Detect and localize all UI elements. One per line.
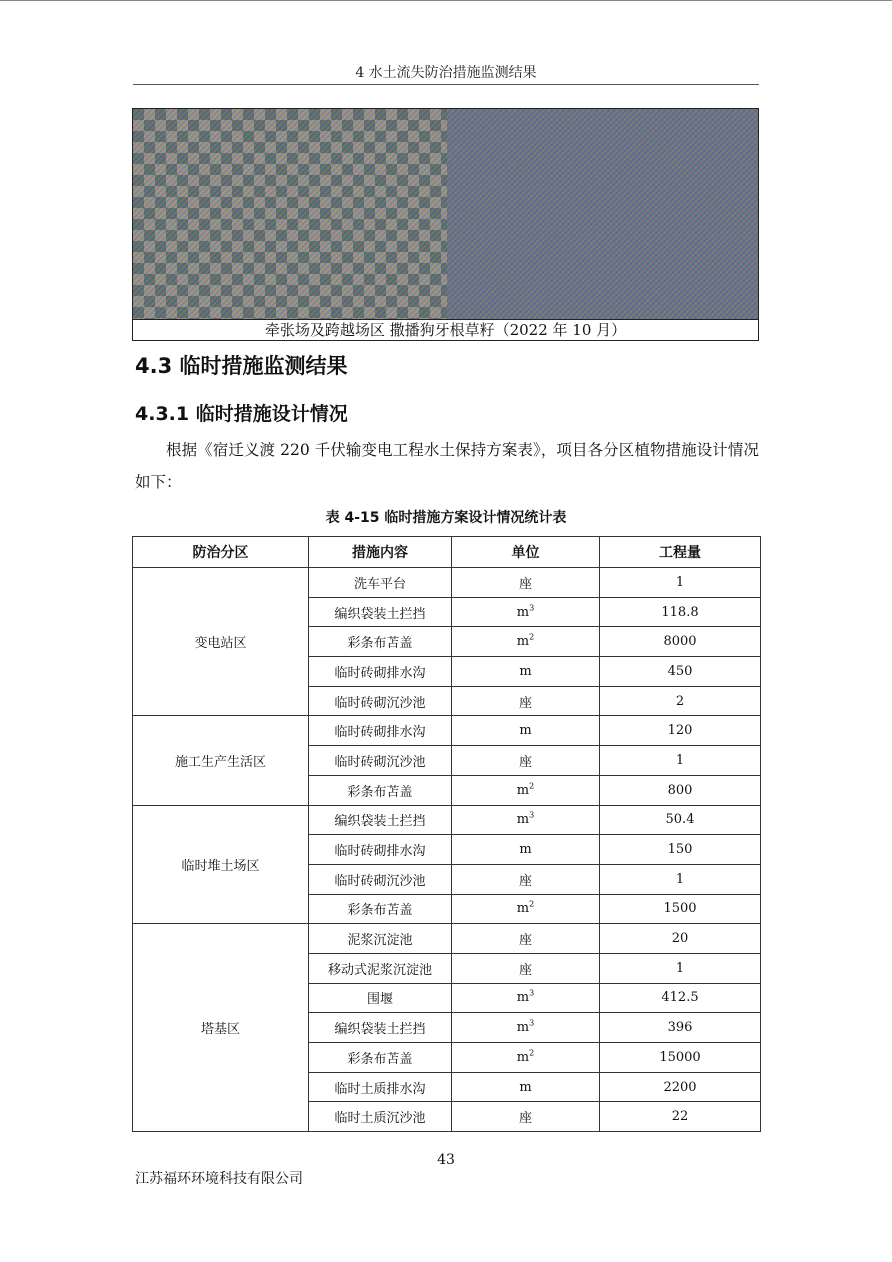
- unit-text: 座: [518, 1111, 532, 1127]
- quantity-cell: 50.4: [600, 805, 761, 835]
- unit-cell: [452, 805, 600, 835]
- unit-cell: [452, 568, 600, 598]
- measure-cell: 彩条布苫盖: [309, 627, 452, 657]
- unit-text: 座: [518, 873, 532, 889]
- header-rule: [133, 84, 759, 85]
- unit-exponent: 3: [529, 1018, 535, 1028]
- zone-cell: 施工生产生活区: [133, 716, 309, 805]
- zone-cell: 变电站区: [133, 568, 309, 716]
- measure-cell: 彩条布苫盖: [309, 894, 452, 924]
- unit-cell: [452, 1013, 600, 1043]
- quantity-cell: 1: [600, 953, 761, 983]
- measure-cell: 临时砖砌沉沙池: [309, 864, 452, 894]
- body-paragraph: 根据《宿迁义渡 220 千伏输变电工程水土保持方案表》，项目各分区植物措施设计情况如下：: [135, 441, 759, 491]
- quantity-cell: 412.5: [600, 983, 761, 1013]
- page-number: 43: [437, 1152, 455, 1168]
- measure-cell: 围堰: [309, 983, 452, 1013]
- unit-text: m: [519, 723, 532, 739]
- measure-cell: 彩条布苫盖: [309, 775, 452, 805]
- measure-cell: 临时砖砌沉沙池: [309, 746, 452, 776]
- quantity-cell: 22: [600, 1102, 761, 1132]
- quantity-cell: 2: [600, 686, 761, 716]
- quantity-cell: 1: [600, 746, 761, 776]
- table-caption: 表 4-15 临时措施方案设计情况统计表: [325, 510, 567, 526]
- unit-cell: [452, 864, 600, 894]
- unit-text: m: [516, 990, 530, 1006]
- quantity-cell: 2200: [600, 1072, 761, 1102]
- measure-cell: 临时砖砌排水沟: [309, 835, 452, 865]
- unit-cell: [452, 686, 600, 716]
- unit-cell: [452, 1102, 600, 1132]
- subsection-heading: 4.3.1 临时措施设计情况: [135, 403, 348, 425]
- table-row: [133, 805, 761, 835]
- unit-exponent: 2: [529, 781, 535, 791]
- measure-cell: 编织袋装土拦挡: [309, 597, 452, 627]
- unit-exponent: 2: [529, 900, 535, 910]
- table-body: [133, 568, 761, 1132]
- unit-cell: [452, 716, 600, 746]
- zone-cell: 塔基区: [133, 924, 309, 1132]
- quantity-cell: 150: [600, 835, 761, 865]
- unit-exponent: 2: [529, 1048, 535, 1058]
- unit-cell: [452, 657, 600, 687]
- unit-text: m: [516, 901, 530, 917]
- unit-exponent: 3: [529, 811, 535, 821]
- quantity-cell: 800: [600, 775, 761, 805]
- measure-cell: 移动式泥浆沉淀池: [309, 953, 452, 983]
- unit-cell: [452, 983, 600, 1013]
- table-header-row: [133, 537, 761, 568]
- page-top-border: [0, 0, 892, 1]
- unit-cell: [452, 597, 600, 627]
- quantity-cell: 1: [600, 864, 761, 894]
- unit-text: 座: [518, 754, 532, 770]
- unit-text: m: [516, 634, 530, 650]
- running-header: 4 水土流失防治措施监测结果: [355, 65, 537, 81]
- quantity-cell: 15000: [600, 1043, 761, 1073]
- quantity-cell: 1500: [600, 894, 761, 924]
- unit-text: m: [519, 1079, 532, 1095]
- unit-exponent: 3: [529, 603, 535, 613]
- photo-caption: 牵张场及跨越场区 撒播狗牙根草籽（2022 年 10 月）: [133, 319, 758, 341]
- unit-cell: [452, 627, 600, 657]
- site-photo-left: [133, 109, 447, 319]
- unit-cell: [452, 1072, 600, 1102]
- zone-cell: 临时堆土场区: [133, 805, 309, 924]
- table-row: [133, 568, 761, 598]
- unit-text: 座: [518, 962, 532, 978]
- quantity-cell: 120: [600, 716, 761, 746]
- measure-cell: 临时砖砌沉沙池: [309, 686, 452, 716]
- column-header: 单位: [452, 537, 600, 568]
- table-row: [133, 716, 761, 746]
- unit-cell: [452, 953, 600, 983]
- measure-cell: 临时砖砌排水沟: [309, 716, 452, 746]
- unit-cell: [452, 924, 600, 954]
- measure-cell: 编织袋装土拦挡: [309, 1013, 452, 1043]
- table-row: [133, 924, 761, 954]
- measure-cell: 彩条布苫盖: [309, 1043, 452, 1073]
- measure-cell: 临时土质沉沙池: [309, 1102, 452, 1132]
- section-heading: 4.3 临时措施监测结果: [135, 354, 348, 378]
- unit-cell: [452, 775, 600, 805]
- measure-cell: 临时土质排水沟: [309, 1072, 452, 1102]
- unit-exponent: 3: [529, 989, 535, 999]
- quantity-cell: 450: [600, 657, 761, 687]
- unit-cell: [452, 835, 600, 865]
- measure-cell: 临时砖砌排水沟: [309, 657, 452, 687]
- quantity-cell: 20: [600, 924, 761, 954]
- unit-text: 座: [518, 695, 532, 711]
- measure-cell: 洗车平台: [309, 568, 452, 598]
- unit-text: m: [519, 663, 532, 679]
- unit-text: m: [519, 842, 532, 858]
- unit-text: 座: [518, 576, 532, 592]
- column-header: 防治分区: [133, 537, 309, 568]
- unit-cell: [452, 746, 600, 776]
- unit-text: m: [516, 1049, 530, 1065]
- unit-text: 座: [518, 933, 532, 949]
- measures-table: [132, 536, 761, 1132]
- unit-text: m: [516, 782, 530, 798]
- quantity-cell: 118.8: [600, 597, 761, 627]
- quantity-cell: 8000: [600, 627, 761, 657]
- measure-cell: 泥浆沉淀池: [309, 924, 452, 954]
- unit-text: m: [516, 1020, 530, 1036]
- unit-cell: [452, 894, 600, 924]
- measure-cell: 编织袋装土拦挡: [309, 805, 452, 835]
- quantity-cell: 1: [600, 568, 761, 598]
- unit-text: m: [516, 812, 530, 828]
- unit-cell: [452, 1043, 600, 1073]
- unit-exponent: 2: [529, 632, 535, 642]
- unit-text: m: [516, 604, 530, 620]
- company-footer: 江苏福环环境科技有限公司: [135, 1171, 303, 1187]
- quantity-cell: 396: [600, 1013, 761, 1043]
- photo-figure: [132, 108, 759, 341]
- site-photo-right: [447, 109, 758, 319]
- column-header: 工程量: [600, 537, 761, 568]
- column-header: 措施内容: [309, 537, 452, 568]
